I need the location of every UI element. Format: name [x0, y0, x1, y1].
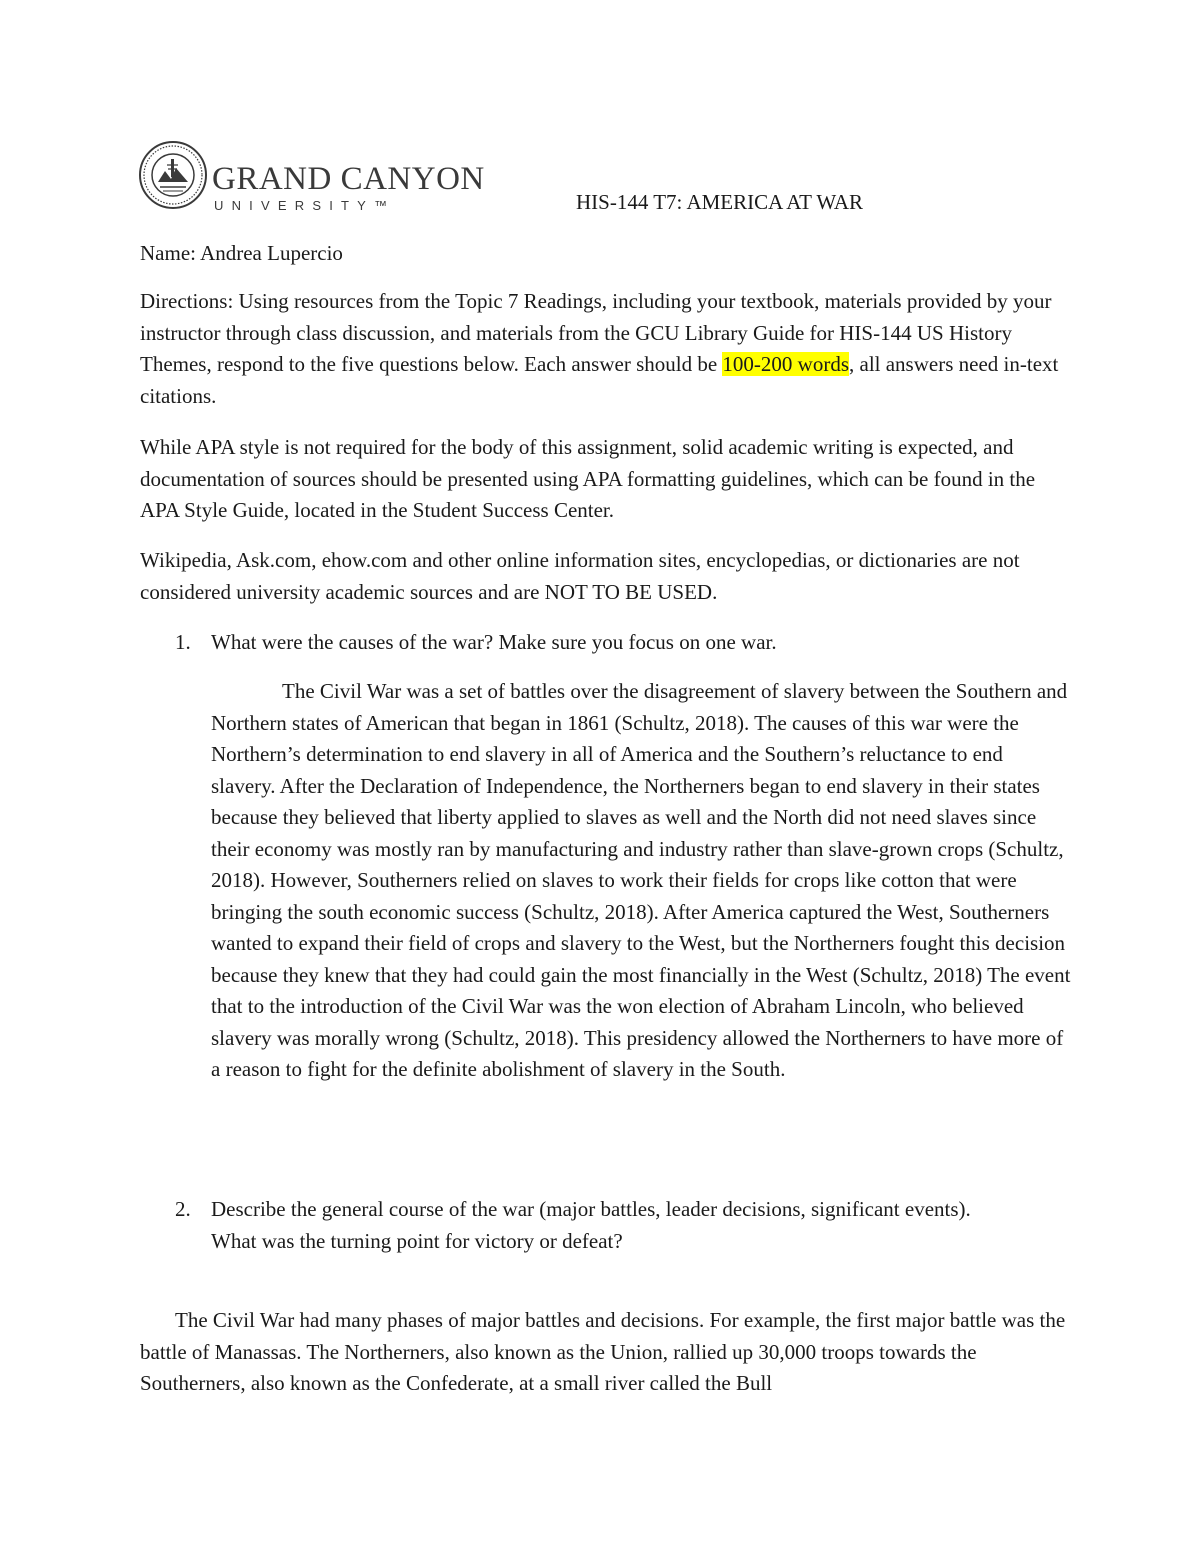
university-logo — [138, 135, 485, 215]
logo-wordmark: GRAND CANYON — [212, 161, 485, 197]
sources-warning-paragraph: Wikipedia, Ask.com, ehow.com and other online information sites, encyclopedias, or dictionaries are not considered university academic sources and are NOT TO BE USED. — [140, 548, 1020, 604]
answer-1-text: The Civil War was a set of battles over the disagreement of slavery between the Southern and Northern states of American that began in 1861 (Schultz, 2018). The causes of this war were the Northern’s determination to end slavery in all of America and the Southern’s reluctance to end slavery. After the Declaration of Independence, the Northerners began to end slavery in their states because they believed that liberty applied to slaves as well and the North did not need slaves since their economy was mostly ran by manufacturing and industry rather than slave-grown crops (Schultz, 2018). However, Southerners relied on slaves to work their fields for crops like cotton that were bringing the south economic success (Schultz, 2018). After America captured the West, Southerners wanted to expand their field of crops and slavery to the West, but the Northerners fought this decision because they knew that they had could gain the most financially in the West (Schultz, 2018) The event that to the introduction of the Civil War was the won election of Abraham Lincoln, who believed slavery was morally wrong (Schultz, 2018). This presidency allowed the Northerners to have more of a reason to fight for the definite abolishment of slavery in the South. — [211, 679, 1071, 1081]
word-count-highlight: 100-200 words — [722, 352, 849, 376]
question-1-number: 1. — [175, 630, 191, 654]
question-2-text: Describe the general course of the war (major battles, leader decisions, significant events). What was the turning point for victory or defeat? — [211, 1197, 971, 1253]
directions-paragraph — [140, 286, 1070, 412]
document-title: HIS-144 T7: AMERICA AT WAR — [576, 190, 864, 214]
student-name-line: Name: Andrea Lupercio — [140, 241, 343, 265]
directions-text-start: Directions: Using resources from the Topic 7 Readings, including your textbook, materials provided by your instructor through class discussion, and materials from the GCU Library Guide for HIS-144 US History Themes, respond to the five questions below. Each answer should be — [140, 289, 1052, 376]
directions-text-end: , all answers need in-text citations. — [140, 352, 1059, 408]
question-2-number: 2. — [175, 1197, 191, 1221]
apa-style-paragraph: While APA style is not required for the body of this assignment, solid academic writing is expected, and documentation of sources should be presented using APA formatting guidelines, which can be found in the APA Style Guide, located in the Student Success Center. — [140, 435, 1036, 522]
question-1-text: What were the causes of the war? Make sure you focus on one war. — [211, 630, 777, 654]
answer-2-text: The Civil War had many phases of major battles and decisions. For example, the first major battle was the battle of Manassas. The Northerners, also known as the Union, rallied up 30,000 troops towards the Southerners, also known as the Confederate, at a small river called the Bull — [140, 1308, 1066, 1395]
logo-subtitle: UNIVERSITY™ — [214, 198, 396, 213]
university-seal-icon — [138, 135, 208, 215]
